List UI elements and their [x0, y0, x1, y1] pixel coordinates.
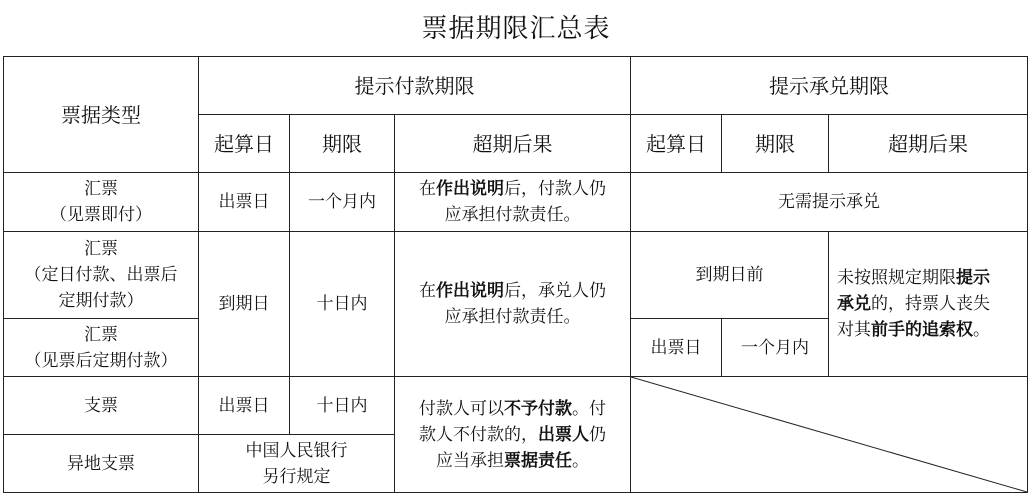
type-line: 汇票: [84, 239, 118, 259]
rule-line: 中国人民银行: [245, 440, 348, 461]
bold-run: 作出说明: [436, 179, 504, 199]
text-run: 付款人可以: [419, 398, 504, 419]
bold-run: 不予付款: [504, 398, 572, 419]
rule-line: 另行规定: [262, 466, 331, 487]
text-run: 仍: [589, 424, 606, 445]
text-run: 对其: [837, 320, 871, 340]
pay-consequence-cell: [395, 173, 631, 232]
type-cell: 异地支票: [4, 435, 199, 493]
accept-period-cell: 到期日前: [631, 232, 829, 319]
consequence-line: [837, 317, 1023, 343]
type-cell: [4, 319, 199, 377]
text-run: 后，承兑人仍: [504, 281, 606, 301]
text-run: 在: [419, 179, 436, 199]
text-run: 的，持票人丧失: [871, 294, 990, 314]
bold-run: 作出说明: [436, 281, 504, 301]
type-cell: 支票: [4, 377, 199, 435]
bold-run: 出票人: [538, 424, 589, 445]
pay-period-cell: 一个月内: [290, 173, 395, 232]
pay-consequence-cell: [395, 232, 631, 377]
accept-cell: 无需提示承兑: [631, 173, 1028, 232]
page-title: 票据期限汇总表: [421, 14, 611, 44]
consequence-line: [399, 278, 626, 304]
header-accept-start: 起算日: [631, 115, 722, 173]
bold-run: 提示: [956, 268, 990, 288]
consequence-line: 应承担付款责任。: [444, 307, 581, 327]
consequence-line: [837, 291, 1023, 317]
header-pay-period: 期限: [290, 115, 395, 173]
type-line: （定日付款、出票后: [24, 265, 178, 285]
text-run: 。: [572, 450, 589, 471]
pay-period-cell: 十日内: [290, 232, 395, 377]
header-present-pay: 提示付款期限: [199, 57, 631, 115]
accept-start-cell: 出票日: [631, 319, 722, 377]
header-accept-consequence: 超期后果: [829, 115, 1028, 173]
bill-period-table: [3, 56, 1028, 493]
table-row: [4, 377, 1028, 435]
type-cell: [4, 173, 199, 232]
header-pay-start: 起算日: [199, 115, 290, 173]
pay-rule-cell: [199, 435, 395, 493]
type-line: 汇票: [84, 324, 118, 345]
bold-run: 票据责任: [504, 450, 572, 471]
header-row-1: [4, 57, 1028, 115]
type-line: 汇票: [84, 179, 118, 199]
text-run: 未按照规定期限: [837, 268, 956, 288]
accept-period-cell: 一个月内: [722, 319, 829, 377]
type-line: （见票即付）: [50, 205, 152, 225]
type-line: （见票后定期付款）: [24, 350, 178, 371]
consequence-line: [399, 176, 626, 202]
header-pay-consequence: 超期后果: [395, 115, 631, 173]
pay-period-cell: 十日内: [290, 377, 395, 435]
consequence-line: [399, 422, 626, 448]
type-cell: [4, 232, 199, 319]
bold-run: 承兑: [837, 294, 871, 314]
consequence-line: [399, 448, 626, 474]
table-row: [4, 173, 1028, 232]
consequence-line: [399, 396, 626, 422]
text-run: 在: [419, 281, 436, 301]
text-run: 。付: [572, 398, 606, 419]
consequence-line: [837, 265, 1023, 291]
diagonal-line: [631, 377, 1027, 492]
pay-start-cell: 出票日: [199, 377, 290, 435]
header-type: 票据类型: [4, 57, 199, 173]
accept-consequence-cell: [829, 232, 1028, 377]
text-run: 后，付款人仍: [504, 179, 606, 199]
bold-run: 前手的追索权: [871, 320, 973, 340]
type-line: 定期付款）: [58, 291, 144, 311]
pay-consequence-cell: [395, 377, 631, 493]
pay-start-cell: 出票日: [199, 173, 290, 232]
table-row: [4, 232, 1028, 319]
header-accept-period: 期限: [722, 115, 829, 173]
header-present-accept: 提示承兑期限: [631, 57, 1028, 115]
empty-diagonal-cell: [631, 377, 1028, 493]
text-run: 款人不付款的，: [419, 424, 538, 445]
text-run: 应当承担: [436, 450, 504, 471]
consequence-line: 应承担付款责任。: [444, 205, 581, 225]
text-run: 。: [973, 320, 990, 340]
pay-start-cell: 到期日: [199, 232, 290, 377]
